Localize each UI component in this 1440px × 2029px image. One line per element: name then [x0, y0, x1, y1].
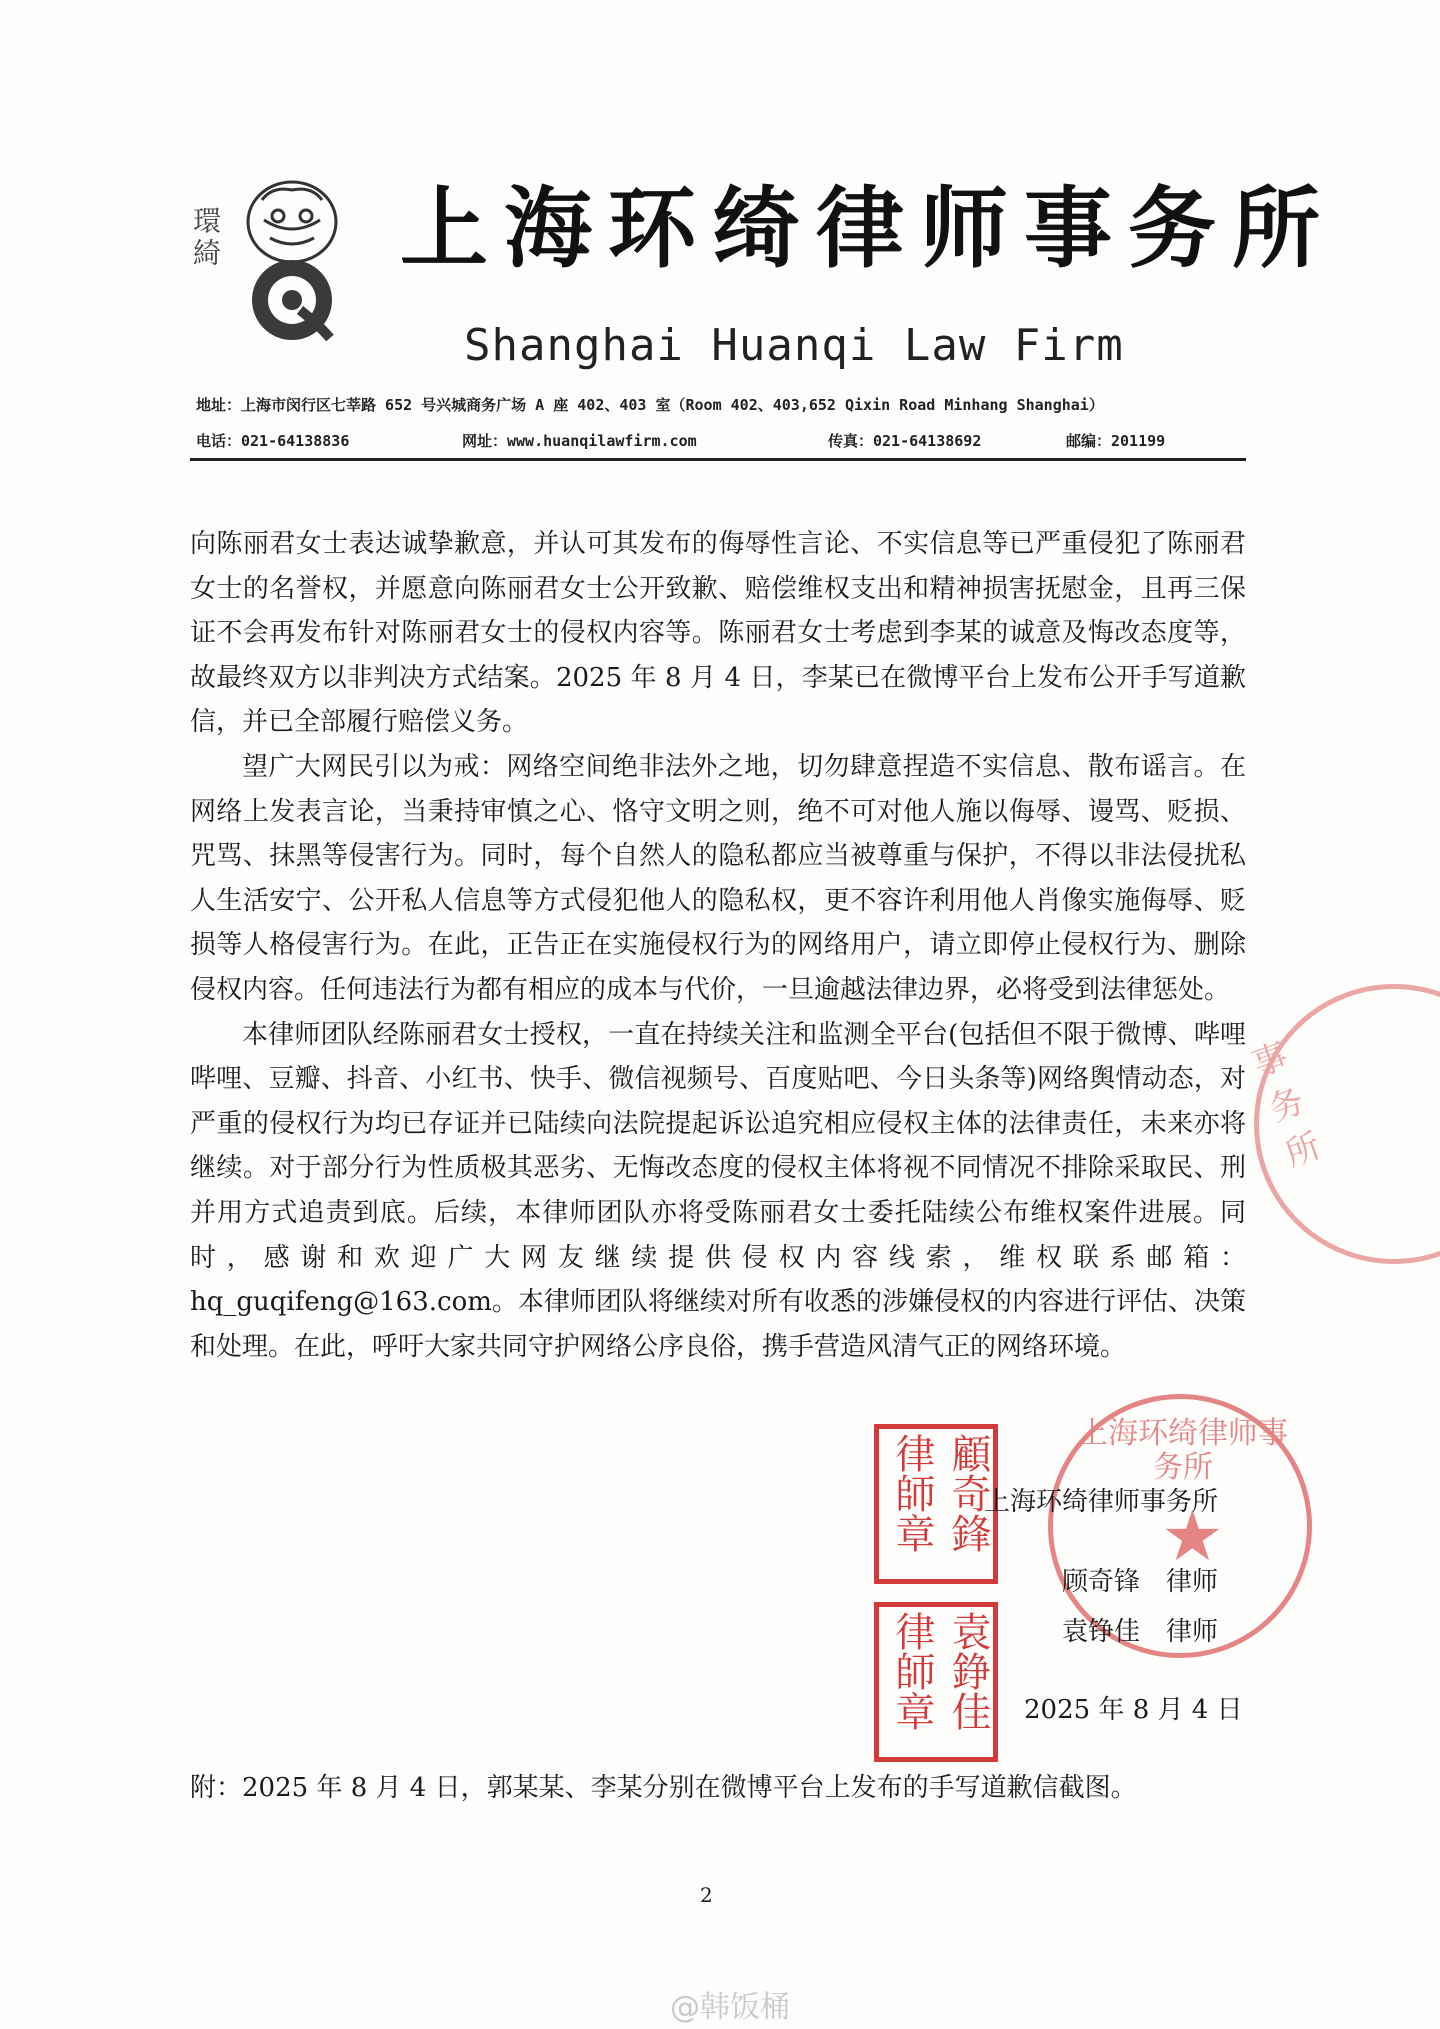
attachment-note: 附：2025 年 8 月 4 日，郭某某、李某分别在微博平台上发布的手写道歉信截图。 [190, 1773, 1137, 1803]
seal-yuan-name: 袁錚佳 [945, 1611, 991, 1731]
signature-lawyer-2: 袁铮佳 律师 [1062, 1617, 1219, 1647]
paragraph-3: 本律师团队经陈丽君女士授权，一直在持续关注和监测全平台(包括但不限于微博、哔哩哔哩、豆瓣、抖音、小红书、快手、微信视频号、百度贴吧、今日头条等)网络舆情动态，对严重的侵权行为均已存证并已陆续向法院提起诉讼追究相应侵权主体的法律责任，未来亦将继续。对于部分行为性质极其恶劣、无悔改态度的侵权主体将视不同情况不排除采取民、刑并用方式追责到底。后续，本律师团队亦将受陈丽君女士委托陆续公布维权案件进展。同时，感谢和欢迎广大网友继续提供侵权内容线索，维权联系邮箱：hq_guqifeng@163.com。本律师团队将继续对所有收悉的涉嫌侵权的内容进行评估、决策和处理。在此，呼吁大家共同守护网络公序良俗，携手营造风清气正的网络环境。 [190, 1019, 1246, 1362]
postcode: 邮编：201199 [1066, 432, 1166, 450]
paragraph-1: 向陈丽君女士表达诚挚歉意，并认可其发布的侮辱性言论、不实信息等已严重侵犯了陈丽君女士的名誉权，并愿意向陈丽君女士公开致歉、赔偿维权支出和精神损害抚慰金，且再三保证不会再发布针对陈丽君女士的侵权内容等。陈丽君女士考虑到李某的诚意及悔改态度等，故最终双方以非判决方式结案。2025 年 8 月 4 日，李某已在微博平台上发布公开手写道歉信，并已全部履行赔偿义务。 [190, 529, 1246, 738]
lawyer-seal-gu [874, 1424, 998, 1584]
signature-date: 2025 年 8 月 4 日 [1024, 1695, 1243, 1725]
seal-gu-title: 律師章 [889, 1433, 935, 1553]
header-divider [190, 458, 1246, 461]
seal-yuan-title: 律師章 [889, 1611, 935, 1731]
round-seal-text: 上海环绮律师事务所 [1078, 1416, 1288, 1485]
website: 网址：www.huanqilawfirm.com [462, 432, 697, 450]
star-icon: ★ [1161, 1495, 1224, 1577]
seal-gu-name: 顧奇鋒 [945, 1433, 991, 1553]
letter-body [190, 522, 1246, 1369]
round-seal-partial [1247, 984, 1440, 1264]
firm-address: 地址：上海市闵行区七莘路 652 号兴城商务广场 A 座 402、403 室（Room 402、403,652 Qixin Road Minhang Shanghai） [196, 396, 1104, 414]
signature-firm: 上海环绮律师事务所 [984, 1487, 1219, 1517]
fax-number: 传真：021-64138692 [828, 432, 982, 450]
firm-name-english: Shanghai Huanqi Law Firm [464, 320, 1124, 371]
phone-number: 电话：021-64138836 [196, 432, 350, 450]
lawyer-seal-yuan [874, 1602, 998, 1762]
firm-logo [189, 160, 352, 350]
page-number: 2 [700, 1883, 713, 1907]
logo-text: 環綺 [189, 206, 222, 270]
signature-lawyer-1: 顾奇锋 律师 [1062, 1567, 1219, 1597]
firm-name-chinese: 上海环绮律师事务所 [400, 176, 1337, 280]
round-seal-partial-text: 事务所 [1247, 1035, 1327, 1176]
paragraph-2: 望广大网民引以为戒：网络空间绝非法外之地，切勿肆意捏造不实信息、散布谣言。在网络上发表言论，当秉持审慎之心、恪守文明之则，绝不可对他人施以侮辱、谩骂、贬损、咒骂、抹黑等侵害行为。同时，每个自然人的隐私都应当被尊重与保护，不得以非法侵扰私人生活安宁、公开私人信息等方式侵犯他人的隐私权，更不容许利用他人肖像实施侮辱、贬损等人格侵害行为。在此，正告正在实施侵权行为的网络用户，请立即停止侵权行为、删除侵权内容。任何违法行为都有相应的成本与代价，一旦逾越法律边界，必将受到法律惩处。 [190, 751, 1246, 1005]
logo-emblem-icon [189, 160, 352, 350]
weibo-watermark: @韩饭桶 [670, 1990, 790, 2025]
